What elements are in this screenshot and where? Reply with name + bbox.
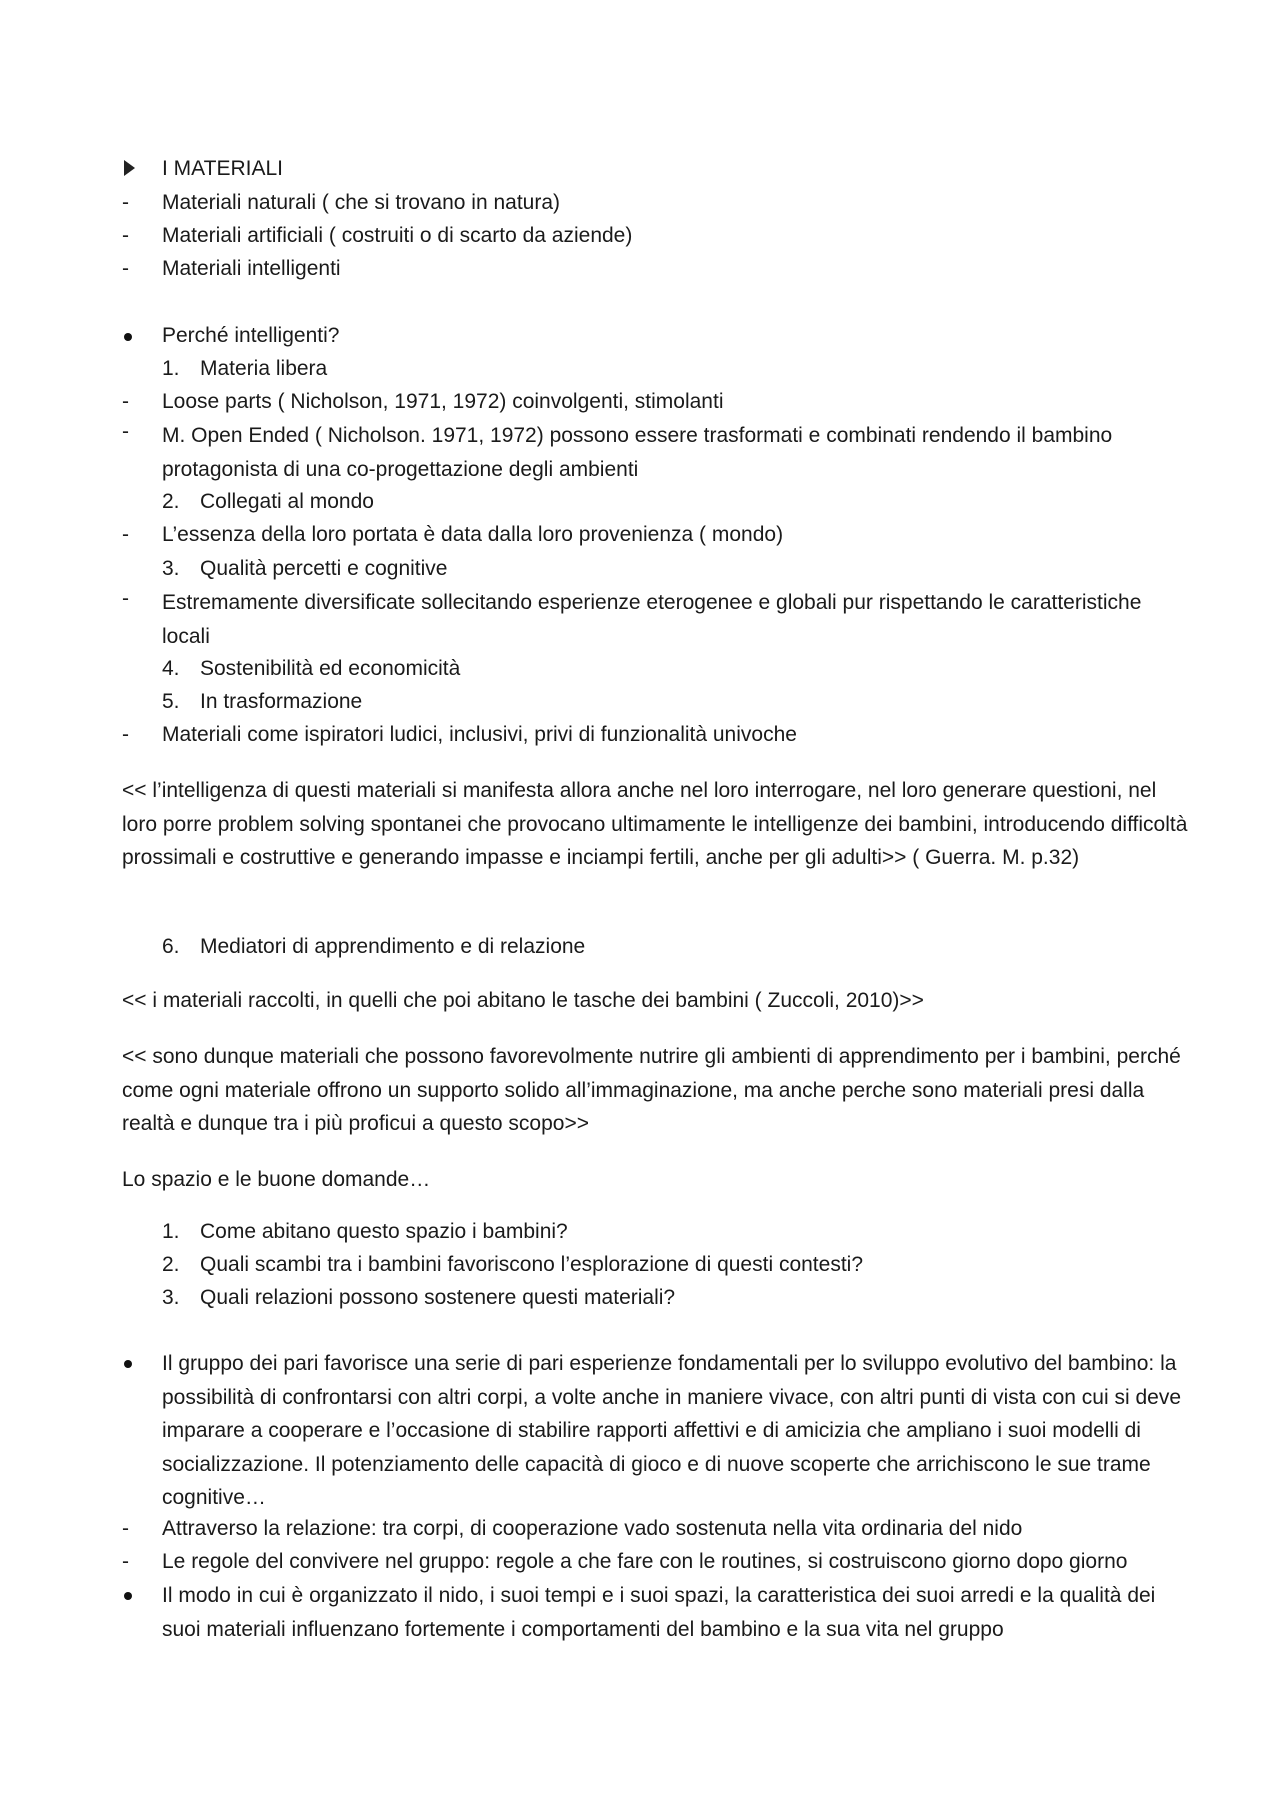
list-item-text: Le regole del convivere nel gruppo: regole a che fare con le routines, si costruiscono giorno dopo giorno — [162, 1550, 1128, 1573]
numbered-item-text: Materia libera — [200, 357, 328, 380]
quote-paragraph: << l’intelligenza di questi materiali si manifesta allora anche nel loro interrogare, nel loro generare questioni, nel loro porre problem solving spontanei che provocano ultimamente le intelligenze dei bambini, introducendo difficoltà prossimali e costruttive e generando impasse e inciampi fertili, anche per gli adulti>> ( Guerra. M. p.32) — [122, 779, 1188, 870]
list-item-text: Loose parts ( Nicholson, 1971, 1972) coinvolgenti, stimolanti — [162, 390, 724, 413]
item-number: 2. — [162, 490, 180, 513]
list-item-text: Materiali come ispiratori ludici, inclusivi, privi di funzionalità univoche — [162, 723, 797, 746]
dash-marker: - — [122, 420, 129, 443]
numbered-item-text: Quali relazioni possono sostenere questi materiali? — [200, 1286, 676, 1309]
item-number: 5. — [162, 690, 180, 713]
numbered-item-text: Quali scambi tra i bambini favoriscono l’esplorazione di questi contesti? — [200, 1253, 863, 1276]
list-item-text: Attraverso la relazione: tra corpi, di cooperazione vado sostenuta nella vita ordinaria del nido — [162, 1517, 1023, 1540]
item-number: 3. — [162, 1286, 180, 1309]
dash-marker: - — [122, 390, 129, 413]
section-heading: Lo spazio e le buone domande… — [122, 1168, 431, 1191]
dash-marker: - — [122, 224, 129, 247]
numbered-item-text: Mediatori di apprendimento e di relazione — [200, 935, 586, 958]
arrow-bullet-icon — [124, 160, 135, 176]
numbered-item-text: Sostenibilità ed economicità — [200, 657, 461, 680]
list-item-text: L’essenza della loro portata è data dalla loro provenienza ( mondo) — [162, 523, 784, 546]
numbered-item-text: Come abitano questo spazio i bambini? — [200, 1220, 568, 1243]
bullet-text: Il modo in cui è organizzato il nido, i suoi tempi e i suoi spazi, la caratteristica dei suoi arredi e la qualità dei suoi materiali influenzano fortemente i comportamenti del bambino e la sua vita nel gruppo — [162, 1584, 1156, 1641]
list-item-text: Materiali naturali ( che si trovano in natura) — [162, 191, 561, 214]
list-item-text: M. Open Ended ( Nicholson. 1971, 1972) possono essere trasformati e combinati rendendo il bambino protagonista di una co-progettazione degli ambienti — [162, 424, 1113, 481]
list-item-text: Materiali intelligenti — [162, 257, 341, 280]
item-number: 2. — [162, 1253, 180, 1276]
dash-marker: - — [122, 587, 129, 610]
bullet-text: Il gruppo dei pari favorisce una serie di pari esperienze fondamentali per lo sviluppo evolutivo del bambino: la possibilità di confrontarsi con altri corpi, a volte anche in maniere vivace, con altri punti di vista con cui si deve imparare a cooperare e l’occasione di stabilire rapporti affettivi e di amicizia che ampliano i suoi modelli di socializzazione. Il potenziamento delle capacità di gioco e di nuove scoperte che arrichiscono le sue trame cognitive… — [162, 1352, 1182, 1510]
bullet-text: Perché intelligenti? — [162, 324, 340, 347]
bullet-icon — [124, 333, 132, 341]
dash-marker: - — [122, 1517, 129, 1540]
bullet-icon — [124, 1360, 132, 1368]
quote-paragraph: << sono dunque materiali che possono favorevolmente nutrire gli ambienti di apprendimento per i bambini, perché come ogni materiale offrono un supporto solido all’immaginazione, ma anche perche sono materiali presi dalla realtà e dunque tra i più proficui a questo scopo>> — [122, 1045, 1181, 1136]
numbered-item-text: Collegati al mondo — [200, 490, 374, 513]
item-number: 4. — [162, 657, 180, 680]
dash-marker: - — [122, 523, 129, 546]
numbered-item-text: In trasformazione — [200, 690, 363, 713]
dash-marker: - — [122, 257, 129, 280]
bullet-icon — [124, 1592, 132, 1600]
list-item-text: Materiali artificiali ( costruiti o di scarto da aziende) — [162, 224, 633, 247]
item-number: 3. — [162, 557, 180, 580]
list-item-text: Estremamente diversificate sollecitando esperienze eterogenee e globali pur rispettando le caratteristiche locali — [162, 591, 1142, 648]
item-number: 6. — [162, 935, 180, 958]
section-title: I MATERIALI — [162, 157, 283, 180]
quote-paragraph: << i materiali raccolti, in quelli che poi abitano le tasche dei bambini ( Zuccoli, 2010)>> — [122, 989, 924, 1012]
dash-marker: - — [122, 723, 129, 746]
item-number: 1. — [162, 357, 180, 380]
dash-marker: - — [122, 1550, 129, 1573]
numbered-item-text: Qualità percetti e cognitive — [200, 557, 448, 580]
item-number: 1. — [162, 1220, 180, 1243]
dash-marker: - — [122, 191, 129, 214]
